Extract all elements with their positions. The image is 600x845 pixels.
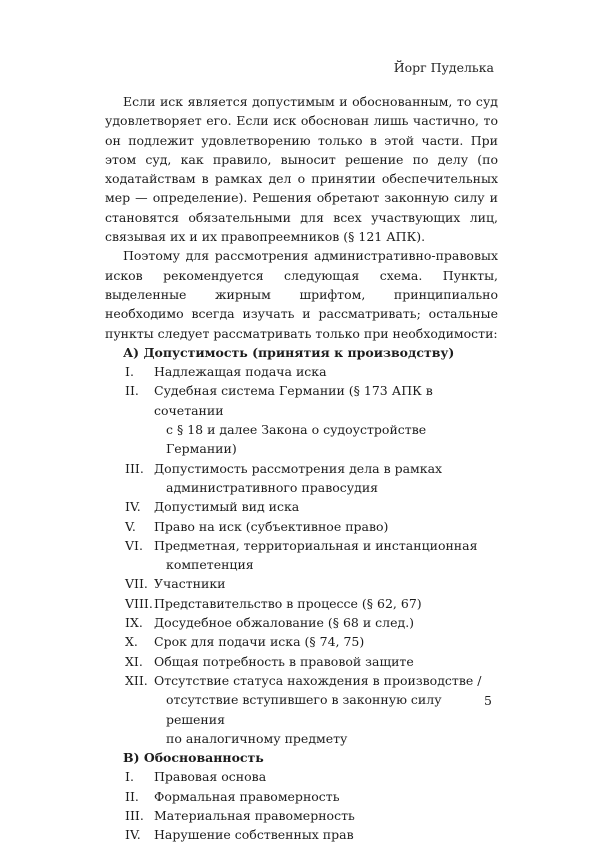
item-text-continuation: с § 18 и далее Закона о судоустройстве Германии): [166, 422, 427, 457]
item-text-continuation: отсутствие вступившего в законную силу решения: [166, 692, 442, 727]
section-b-heading: В) Обоснованность: [123, 750, 264, 766]
item-number: IX.: [125, 615, 143, 631]
list-item: [122, 613, 498, 632]
item-number: VIII.: [125, 595, 153, 611]
list-item: [122, 459, 498, 498]
item-text: Нарушение собственных прав: [154, 827, 354, 843]
item-text-continuation: административного правосудия: [166, 479, 379, 495]
list-item: [122, 517, 498, 536]
list-item: [122, 632, 498, 651]
item-text: Отсутствие статуса нахождения в производстве /: [154, 672, 482, 688]
paragraph-2: Поэтому для рассмотрения административно-правовых исков рекомендуется следующая схема. Пункты, выделенные жирным шрифтом, принципиально необходимо всегда изучать и рассматривать; остальные пункты следует рассматривать только при необходимости:: [105, 248, 498, 341]
list-item: [122, 362, 498, 381]
item-text: Право на иск (субъективное право): [154, 518, 389, 534]
item-text: Судебная система Германии (§ 173 АПК в сочетании: [154, 383, 433, 418]
item-text: Срок для подачи иска (§ 74, 75): [154, 634, 365, 650]
section-b-list: [105, 767, 498, 844]
item-number: V.: [125, 518, 136, 534]
item-number: IV.: [125, 827, 141, 843]
item-text: Надлежащая подача иска: [154, 364, 327, 380]
item-number: VII.: [125, 576, 148, 592]
paragraph-1: Если иск является допустимым и обоснованным, то суд удовлетворяет его. Если иск обоснован лишь частично, то он подлежит удовлетворению только в этой части. При этом суд, как правило, выносит решение по делу (по ходатайствам в рамках дел о принятии обеспечительных мер — определение). Решения обретают законную силу и становятся обязательными для всех участвующих лиц, связывая их и их правопреемников (§ 121 АПК).: [105, 94, 498, 245]
item-text: Предметная, территориальная и инстанционная: [154, 537, 478, 553]
item-number: III.: [125, 460, 144, 476]
list-item: [122, 671, 498, 748]
item-text: Общая потребность в правовой защите: [154, 653, 414, 669]
item-text: Правовая основа: [154, 769, 267, 785]
item-number: X.: [125, 634, 138, 650]
item-text-continuation: по аналогичному предмету: [166, 730, 348, 746]
list-item: [122, 652, 498, 671]
item-number: IV.: [125, 499, 141, 515]
item-number: III.: [125, 807, 144, 823]
list-item: [122, 594, 498, 613]
item-number: VI.: [125, 537, 143, 553]
page-number: 5: [484, 693, 492, 708]
item-number: I.: [125, 364, 134, 380]
item-text: Участники: [154, 576, 226, 592]
list-item: [122, 767, 498, 786]
list-item: [122, 825, 498, 844]
list-item: [122, 574, 498, 593]
item-text: Досудебное обжалование (§ 68 и след.): [154, 615, 415, 631]
list-item: [122, 497, 498, 516]
item-text: Формальная правомерность: [154, 788, 340, 804]
list-item: [122, 381, 498, 458]
section-a-list: [105, 362, 498, 748]
item-number: XI.: [125, 653, 143, 669]
running-head-author: Йорг Пуделька: [393, 60, 494, 75]
list-item: [122, 787, 498, 806]
item-text-continuation: компетенция: [166, 557, 254, 573]
item-number: II.: [125, 383, 139, 399]
page-body: [105, 92, 498, 845]
item-text: Представительство в процессе (§ 62, 67): [154, 595, 422, 611]
item-number: II.: [125, 788, 139, 804]
item-number: I.: [125, 769, 134, 785]
list-item: [122, 806, 498, 825]
item-number: XII.: [125, 672, 148, 688]
item-text: Допустимый вид иска: [154, 499, 300, 515]
item-text: Материальная правомерность: [154, 807, 355, 823]
section-a-heading: А) Допустимость (принятия к производству): [123, 344, 455, 360]
list-item: [122, 536, 498, 575]
item-text: Допустимость рассмотрения дела в рамках: [154, 460, 443, 476]
